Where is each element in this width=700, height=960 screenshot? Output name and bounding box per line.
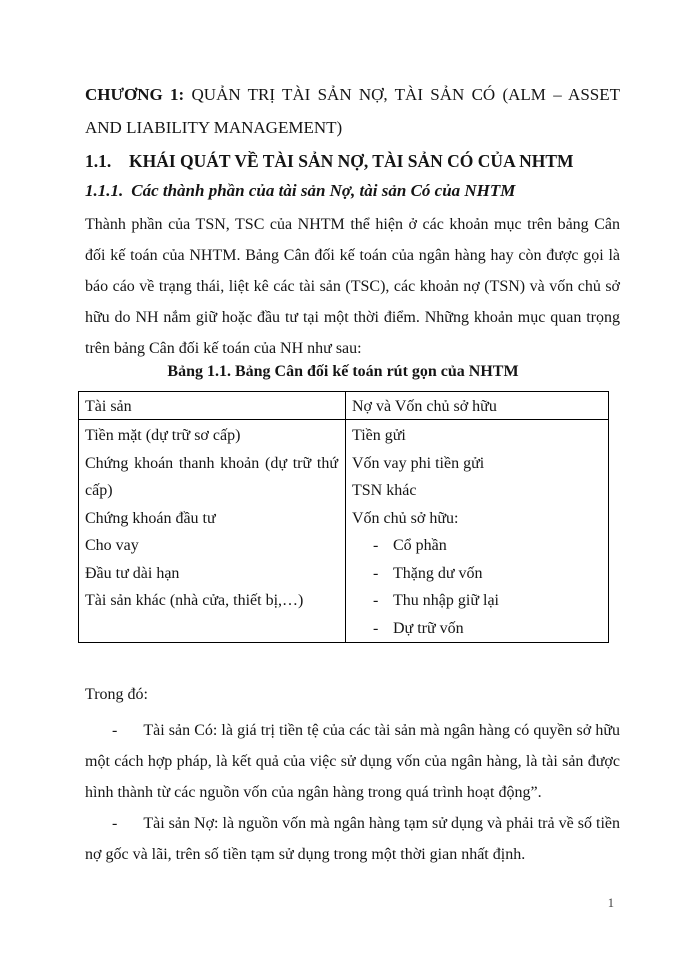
- liabilities-cell: [346, 420, 609, 643]
- dash-bullet: -: [112, 722, 118, 739]
- subsection-number: 1.1.1.: [85, 181, 124, 200]
- subsection-heading: [85, 178, 620, 204]
- liability-item: TSN khác: [352, 482, 417, 499]
- subsection-title: Các thành phần của tài sản Nợ, tài sản Có của NHTM: [131, 181, 516, 200]
- definition-tai-san-no: [85, 808, 620, 870]
- section-title: KHÁI QUÁT VỀ TÀI SẢN NỢ, TÀI SẢN CÓ CỦA NHTM: [129, 151, 574, 171]
- dash-bullet: -: [373, 619, 379, 637]
- equity-item: [352, 560, 601, 588]
- asset-item: Chứng khoán đầu tư: [85, 509, 216, 527]
- table-caption: Bảng 1.1. Bảng Cân đối kế toán rút gọn của NHTM: [167, 363, 519, 380]
- dash-bullet: -: [112, 815, 118, 832]
- dash-bullet: -: [373, 592, 379, 609]
- assets-cell: [79, 420, 346, 643]
- column-header-assets: Tài sản: [79, 392, 346, 420]
- balance-sheet-table: [78, 391, 609, 643]
- table-body-row: [79, 420, 609, 643]
- asset-item: Đầu tư dài hạn: [85, 564, 180, 582]
- table-header-row: [79, 392, 609, 420]
- column-header-liabilities: Nợ và Vốn chủ sở hữu: [346, 392, 609, 420]
- definition-text: Tài sản Nợ: là nguồn vốn mà ngân hàng tạm sử dụng và phải trả về số tiền nợ gốc và lãi, trên số tiền tạm sử dụng trong một thời gian nhất định.: [85, 815, 620, 863]
- page-content: [85, 78, 620, 870]
- asset-item: Cho vay: [85, 537, 139, 554]
- definition-tai-san-co: [85, 715, 620, 808]
- equity-item: [352, 615, 601, 643]
- dash-bullet: -: [373, 564, 379, 582]
- equity-item: [352, 587, 601, 615]
- asset-item: Tài sản khác (nhà cửa, thiết bị,…): [85, 592, 304, 609]
- equity-item-label: Thu nhập giữ lại: [393, 592, 499, 609]
- asset-item: Chứng khoán thanh khoản (dự trữ thứ cấp): [85, 454, 338, 499]
- liability-item: Vốn chủ sở hữu:: [352, 509, 459, 527]
- page-number: 1: [607, 896, 614, 910]
- asset-item: Tiền mặt (dự trữ sơ cấp): [85, 427, 241, 444]
- chapter-title: QUẢN TRỊ TÀI SẢN NỢ, TÀI SẢN CÓ (ALM – ASSET AND LIABILITY MANAGEMENT): [85, 85, 621, 137]
- chapter-heading: [85, 78, 620, 144]
- chapter-label: CHƯƠNG 1:: [85, 85, 185, 104]
- definition-text: Tài sản Có: là giá trị tiền tệ của các tài sản mà ngân hàng có quyền sở hữu một cách hợp pháp, là kết quả của việc sử dụng vốn của ngân hàng, là tài sản được hình thành từ các nguồn vốn của ngân hàng trong quá trình hoạt động”.: [85, 722, 620, 801]
- liability-item: Vốn vay phi tiền gửi: [352, 454, 485, 472]
- notes-lead: Trong đó:: [85, 686, 148, 703]
- equity-item: [352, 532, 601, 560]
- liability-item: Tiền gửi: [352, 427, 406, 444]
- section-heading: [85, 149, 620, 174]
- equity-item-label: Dự trữ vốn: [393, 619, 464, 637]
- equity-item-label: Cổ phần: [393, 537, 447, 554]
- section-number: 1.1.: [85, 151, 112, 171]
- equity-item-label: Thặng dư vốn: [393, 564, 483, 582]
- dash-bullet: -: [373, 537, 379, 554]
- intro-paragraph: Thành phần của TSN, TSC của NHTM thể hiện ở các khoản mục trên bảng Cân đối kế toán của NHTM. Bảng Cân đối kế toán của ngân hàng hay còn được gọi là báo cáo về trạng thái, liệt kê các tài sản (TSC), các khoản nợ (TSN) và vốn chủ sở hữu do NH nắm giữ hoặc đầu tư tại một thời điểm. Những khoản mục quan trọng trên bảng Cân đối kế toán của NH như sau:: [85, 216, 620, 357]
